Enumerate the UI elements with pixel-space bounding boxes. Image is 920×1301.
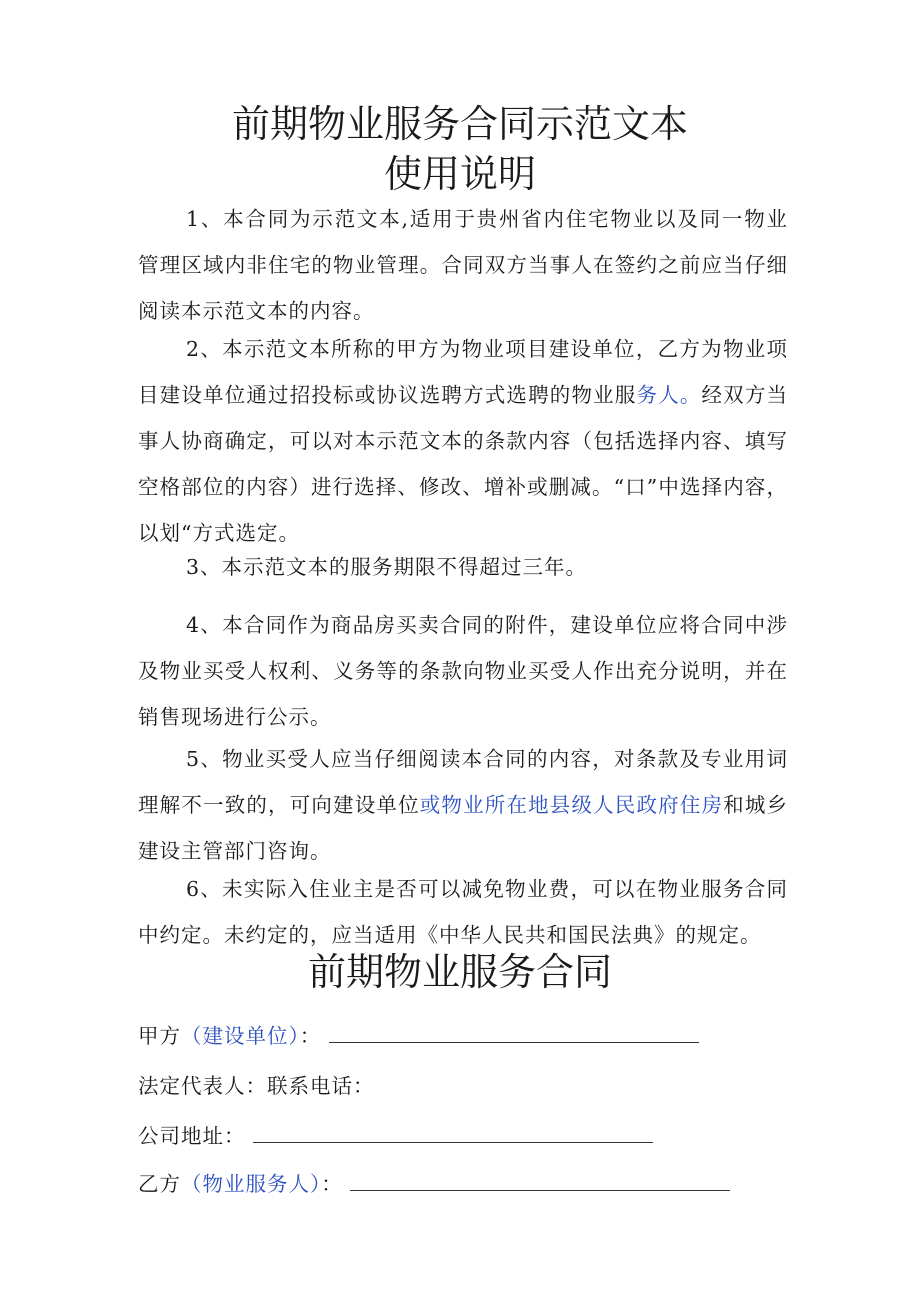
instruction-2-highlight: 务人。 <box>636 383 702 407</box>
address-blank[interactable] <box>253 1124 653 1143</box>
party-a-colon: ： <box>299 1024 322 1048</box>
contract-title: 前期物业服务合同 <box>307 950 612 994</box>
address-label: 公司地址： <box>138 1124 246 1148</box>
instruction-3: 3、本示范文本的服务期限不得超过三年。 <box>186 555 588 579</box>
party-b-note: （物业服务人） <box>181 1172 322 1196</box>
party-b-colon: ： <box>321 1172 343 1196</box>
legal-rep-row <box>138 1066 375 1106</box>
instruction-2-part-c: 经双方当事人协商确定，可以对本示范文本的条款内容（包括选择内容、填写空格部位的内容）进行选择、修改、增补或删减。“口”中选择内容，以划“方式选定。 <box>138 383 789 545</box>
instruction-5-part-a: 5、物业买受人应当仔细阅读本合同的内容，对条款及专业用词理解不一致的，可向建设单位 <box>138 747 788 817</box>
instruction-4: 4、本合同作为商品房买卖合同的附件，建设单位应将合同中涉及物业买受人权利、义务等的条款向物业买受人作出充分说明，并在销售现场进行公示。 <box>138 613 788 729</box>
legal-rep-label: 法定代表人：联系电话： <box>138 1074 375 1098</box>
party-a-blank[interactable] <box>329 1024 699 1043</box>
party-a-row <box>138 1016 699 1056</box>
document-title: 前期物业服务合同示范文本 <box>231 102 688 146</box>
instruction-2-part-a: 2、本示范文本所称的甲方为物业项目建设单位，乙方为物业项目建设单位通过招投标或协议选聘方式选聘的物业服 <box>138 337 788 407</box>
party-b-row <box>138 1164 730 1204</box>
instruction-5 <box>138 736 788 874</box>
instruction-6: 6、未实际入住业主是否可以减免物业费，可以在物业服务合同中约定。未约定的，应当适用《中华人民共和国民法典》的规定。 <box>138 877 788 947</box>
instruction-1: 1、本合同为示范文本,适用于贵州省内住宅物业以及同一物业管理区域内非住宅的物业管理。合同双方当事人在签约之前应当仔细阅读本示范文本的内容。 <box>138 207 788 323</box>
instruction-2 <box>138 326 788 556</box>
address-row <box>138 1116 653 1156</box>
party-a-note: （建设单位） <box>181 1024 300 1048</box>
party-b-blank[interactable] <box>350 1172 730 1191</box>
document-subtitle: 使用说明 <box>383 152 536 196</box>
instruction-5-part-c: 和城乡建设主管部门咨询。 <box>138 793 789 863</box>
party-a-label: 甲方 <box>138 1024 181 1048</box>
instruction-5-highlight: 或物业所在地县级人民政府住房 <box>419 793 724 817</box>
party-b-label: 乙方 <box>138 1172 181 1196</box>
